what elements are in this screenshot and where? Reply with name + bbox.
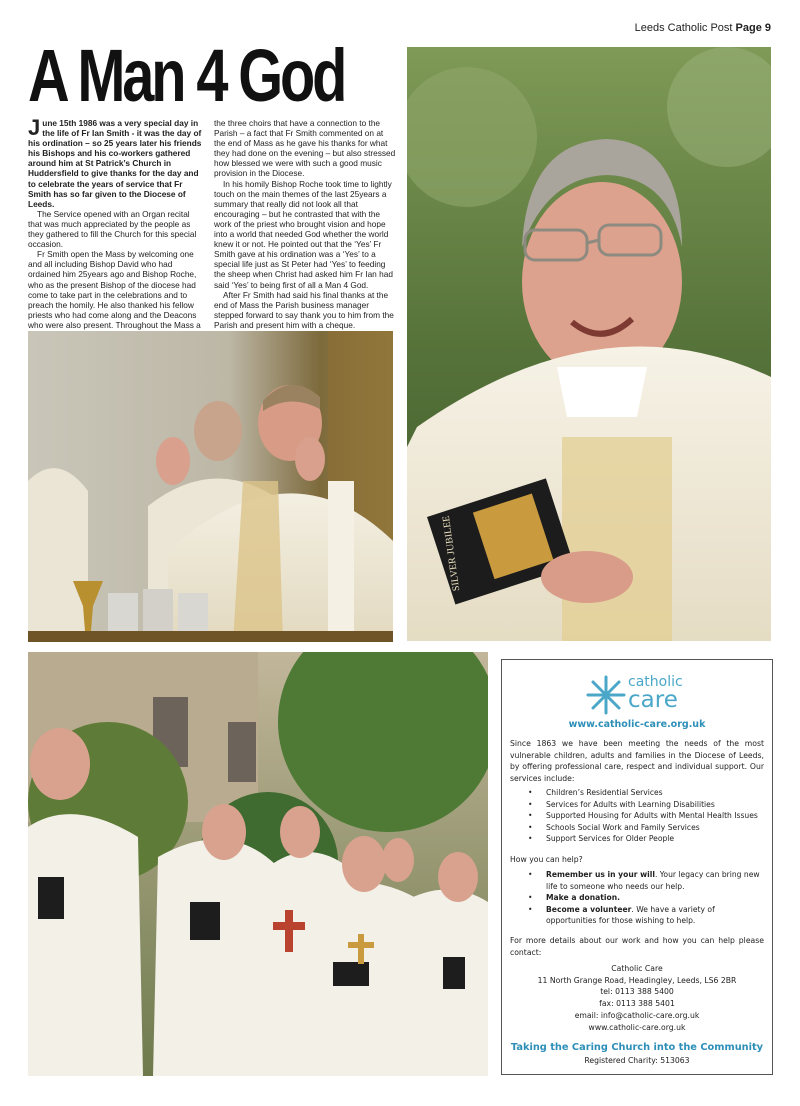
article-paragraph: Fr Smith open the Mass by welcoming one and all including Bishop David who had ordained him 25years ago and Bishop Roche, who as the present Bishop of the diocese had come to take part in the celebrations and to preach the homily. He also thanked his fellow priests who had come along and the Deacons who were also present. Throughout the Mass a: [28, 249, 201, 330]
logo-word-catholic: catholic: [628, 674, 683, 690]
service-item: • Children’s Residential Services: [526, 787, 758, 799]
help-item: [526, 869, 762, 892]
contact-address: 11 North Grange Road, Headingley, Leeds, LS6 2BR: [537, 975, 737, 985]
booklet-title: SILVER JUBILEE: [440, 514, 463, 592]
article-lead: [28, 115, 204, 209]
advert-url[interactable]: www.catholic-care.org.uk: [568, 719, 706, 730]
photo-priest-procession: [28, 652, 488, 1076]
page-number: Page 9: [735, 22, 771, 34]
services-list: [526, 787, 758, 845]
help-list: [526, 869, 762, 927]
help-item: [526, 892, 762, 904]
service-item: • Support Services for Older People: [526, 833, 758, 845]
lead-text: une 15th 1986 was a very special day in the life of Fr Ian Smith - it was the day of his ordination – so 25 years later his friends his Bishops and his co-workers gathered around him at St Patrick’s Church in Huddersfield to give thanks for the day and to celebrate the years of service that Fr Smith has so far given to the Diocese of Leeds.: [28, 118, 202, 209]
advert-intro: Since 1863 we have been meeting the needs of the most vulnerable children, adults and families in the Diocese of Leeds, by offering professional care, respect and individual support. Our services include:: [510, 739, 764, 783]
drop-cap: J: [28, 115, 41, 140]
contact-email[interactable]: email: info@catholic-care.org.uk: [574, 1010, 700, 1020]
help-question: How you can help?: [510, 855, 583, 864]
help-item-bold: Make a donation.: [546, 893, 621, 903]
photo-mass-altar: [28, 331, 393, 642]
article-headline: A Man 4 God: [28, 34, 345, 117]
article-column-2: [214, 118, 396, 330]
catholic-care-advert: [501, 659, 773, 1075]
sunburst-icon: [586, 675, 626, 715]
article-paragraph: The Service opened with an Organ recital that was much appreciated by the people as they gathered to fill the Church for this special occasion.: [28, 208, 197, 250]
running-header: [635, 22, 771, 34]
help-item-text: . Your legacy can bring new life to someone who needs our help.: [546, 870, 760, 891]
service-item: • Services for Adults with Learning Disabilities: [526, 799, 758, 811]
article-column-1: [28, 115, 204, 340]
contact-block: [502, 963, 772, 1033]
catholic-care-logo: [586, 674, 706, 716]
contact-intro: For more details about our work and how you can help please contact:: [510, 936, 764, 957]
contact-tel: tel: 0113 388 5400: [600, 987, 674, 997]
help-item-bold: Remember us in your will: [546, 870, 655, 879]
charity-number: Registered Charity: 513063: [584, 1056, 690, 1065]
contact-name: Catholic Care: [611, 964, 663, 973]
help-item: [526, 904, 762, 927]
advert-tagline: Taking the Caring Church into the Community: [510, 1042, 764, 1053]
contact-web[interactable]: www.catholic-care.org.uk: [588, 1022, 686, 1032]
article-paragraph: In his homily Bishop Roche took time to lightly touch on the main themes of the last 25years a summary that really did not look all that encouraging – but he contrasted that with the work of the priest who brought vision and hope into a world that needed God whether the world knew it or not. He pointed out that the ‘Yes’ Fr Smith gave at his ordination was a ‘Yes’ to a special life just as St Peter had ‘Yes’ to feeding the sheep when Christ had asked him Fr Ian had said ‘Yes’ to being first of all a Man 4 God.: [214, 178, 393, 290]
article-paragraph: After Fr Smith had said his final thanks at the end of Mass the Parish business manager stepped forward to say thank you to him from the Parish and present him with a cheque.: [214, 289, 394, 330]
service-item: • Supported Housing for Adults with Mental Health Issues: [526, 810, 758, 822]
help-item-bold: Become a volunteer: [546, 904, 632, 914]
help-item-text: . We have a variety of opportunities for those wishing to help.: [546, 904, 715, 926]
article-paragraph: the three choirs that have a connection to the Parish – a fact that Fr Smith commented on at the end of Mass as he gave his thanks for what they had done on the evening – but also stressed how blessed we were with such a good music provision in the Diocese.: [214, 118, 396, 179]
photo-fr-smith-portrait: [407, 47, 771, 641]
contact-fax: fax: 0113 388 5401: [599, 999, 675, 1009]
service-item: • Schools Social Work and Family Services: [526, 822, 758, 834]
publication-name: Leeds Catholic Post: [634, 22, 733, 34]
logo-word-care: care: [628, 687, 678, 713]
